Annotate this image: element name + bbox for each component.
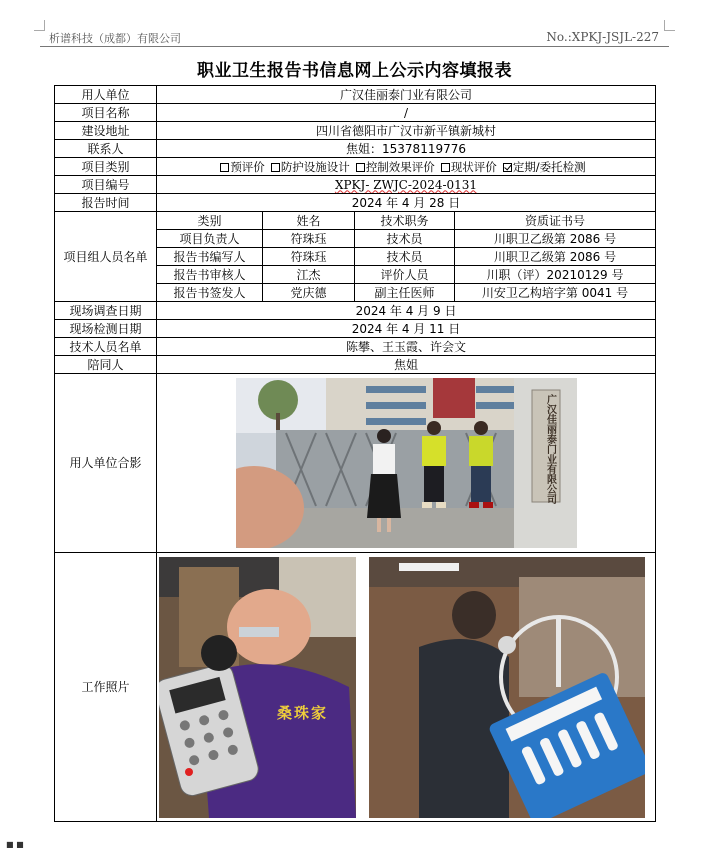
escort-value: 焦姐 [157, 356, 656, 374]
member-title: 评价人员 [355, 266, 455, 284]
shirt-text: 桑珠家 [277, 704, 329, 722]
report-form-table [54, 85, 656, 822]
member-role: 项目负责人 [157, 230, 263, 248]
category-option[interactable] [220, 160, 265, 174]
member-cert: 川职卫乙级第 2086 号 [455, 230, 656, 248]
row-group-photo [55, 374, 656, 553]
header-rule [40, 46, 669, 47]
category-option-label: 预评价 [230, 159, 265, 174]
checkbox-checked-icon[interactable] [503, 163, 512, 172]
checkbox-icon[interactable] [356, 163, 365, 172]
member-cert: 川职（评）20210129 号 [455, 266, 656, 284]
team-label: 项目组人员名单 [55, 212, 157, 302]
company-sign-text: 广汉佳丽泰门业有限公司 [544, 394, 556, 504]
row-contact [55, 140, 656, 158]
group-photo-label: 用人单位合影 [55, 374, 157, 553]
team-col-header: 技术职务 [355, 212, 455, 230]
member-title: 技术员 [355, 248, 455, 266]
employer-value: 广汉佳丽泰门业有限公司 [157, 86, 656, 104]
test-date-label: 现场检测日期 [55, 320, 157, 338]
row-address [55, 122, 656, 140]
row-work-photos [55, 553, 656, 822]
work-photo-2-image [369, 557, 645, 818]
work-photos-label: 工作照片 [55, 553, 157, 822]
member-role: 报告书签发人 [157, 284, 263, 302]
team-header-row [55, 212, 656, 230]
work-photo-1 [159, 557, 356, 818]
header-doc-number: No.:XPKJ-JSJL-227 [546, 30, 659, 44]
row-report-date [55, 194, 656, 212]
group-photo-image [236, 378, 577, 548]
category-option[interactable] [271, 160, 350, 174]
category-option-label: 现状评价 [450, 159, 497, 174]
checkbox-icon[interactable] [220, 163, 229, 172]
category-option[interactable] [503, 160, 586, 174]
group-photo-cell [157, 374, 656, 553]
member-cert: 川安卫乙构培字第 0041 号 [455, 284, 656, 302]
project-number-text: XPKJ- ZWJC-2024-0131 [334, 177, 478, 192]
category-option-label: 控制效果评价 [365, 159, 435, 174]
work-photo-2 [369, 557, 645, 818]
row-technicians [55, 338, 656, 356]
report-date-value: 2024 年 4 月 28 日 [157, 194, 656, 212]
technicians-value: 陈攀、王玉霞、许会文 [157, 338, 656, 356]
member-role: 报告书编写人 [157, 248, 263, 266]
work-photos-cell [157, 553, 656, 822]
member-title: 技术员 [355, 230, 455, 248]
escort-label: 陪同人 [55, 356, 157, 374]
report-date-label: 报告时间 [55, 194, 157, 212]
project-name-value: / [157, 104, 656, 122]
row-category [55, 158, 656, 176]
corner-mark [34, 20, 45, 31]
page-edge-mark: ■ ■ [6, 840, 24, 849]
category-label: 项目类别 [55, 158, 157, 176]
category-option-label: 防护设施设计 [280, 159, 350, 174]
row-employer [55, 86, 656, 104]
row-project-number [55, 176, 656, 194]
survey-date-label: 现场调查日期 [55, 302, 157, 320]
corner-mark [664, 20, 675, 31]
member-name: 符珠珏 [263, 230, 355, 248]
technicians-label: 技术人员名单 [55, 338, 157, 356]
member-role: 报告书审核人 [157, 266, 263, 284]
member-name: 江杰 [263, 266, 355, 284]
employer-label: 用人单位 [55, 86, 157, 104]
group-photo [236, 378, 577, 548]
checkbox-icon[interactable] [271, 163, 280, 172]
project-number-value [157, 176, 656, 194]
test-date-value: 2024 年 4 月 11 日 [157, 320, 656, 338]
project-number-label: 项目编号 [55, 176, 157, 194]
row-escort [55, 356, 656, 374]
row-project-name [55, 104, 656, 122]
work-photos-container [157, 554, 655, 820]
team-col-header: 姓名 [263, 212, 355, 230]
project-name-label: 项目名称 [55, 104, 157, 122]
contact-value: 焦姐：15378119776 [157, 140, 656, 158]
category-option[interactable] [356, 160, 435, 174]
checkbox-icon[interactable] [441, 163, 450, 172]
category-options [157, 158, 656, 176]
document-title: 职业卫生报告书信息网上公示内容填报表 [197, 61, 512, 81]
address-value: 四川省德阳市广汉市新平镇新城村 [157, 122, 656, 140]
team-col-header: 资质证书号 [455, 212, 656, 230]
member-title: 副主任医师 [355, 284, 455, 302]
member-cert: 川职卫乙级第 2086 号 [455, 248, 656, 266]
row-test-date [55, 320, 656, 338]
work-photo-1-image [159, 557, 356, 818]
address-label: 建设地址 [55, 122, 157, 140]
member-name: 党庆德 [263, 284, 355, 302]
survey-date-value: 2024 年 4 月 9 日 [157, 302, 656, 320]
member-name: 符珠珏 [263, 248, 355, 266]
category-option-label: 定期/委托检测 [512, 159, 586, 174]
contact-label: 联系人 [55, 140, 157, 158]
category-option[interactable] [441, 160, 497, 174]
team-col-header: 类别 [157, 212, 263, 230]
header-company: 析谱科技（成都）有限公司 [49, 32, 181, 45]
row-survey-date [55, 302, 656, 320]
